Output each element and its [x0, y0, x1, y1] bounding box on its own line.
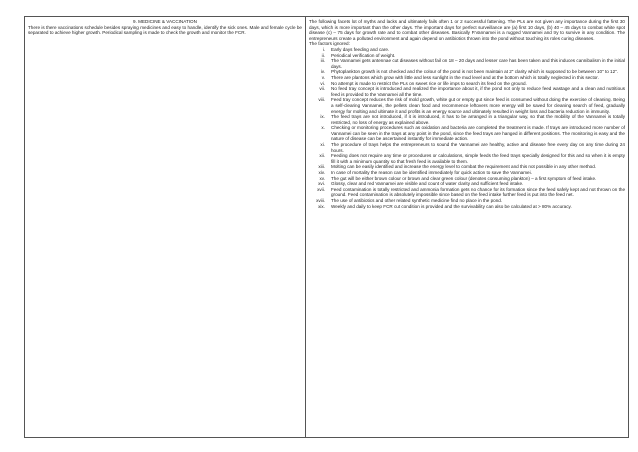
list-item-number: xvi. — [318, 181, 325, 187]
list-item-text: Weekly and daily to keep FCR cut condition is provided and the survivability can also be calculated at > 80% accuracy. — [331, 203, 572, 209]
list-item-text: Early days feeding and care. — [331, 46, 390, 52]
factors-list — [309, 47, 625, 209]
list-item-text: Feeding does not require any time or procedures or calculations, simple feeds the feed trays specially designed for this and so when it is empty fill it with a minimum quantity so that fresh feed is available to them. — [331, 153, 625, 164]
list-item-number: iii. — [320, 58, 325, 64]
list-item-number: v. — [321, 74, 325, 80]
left-column — [25, 17, 306, 438]
list-item-text: The Vannamei gets antennae cut diseases without fail on 18 – 20 days and lesser care has been taken and this induces cannibalism in the initial days. — [331, 58, 625, 69]
list-item-number: xi. — [320, 142, 325, 148]
list-item-number: xvii. — [317, 186, 325, 192]
list-item-number: xix. — [318, 203, 325, 209]
table-row — [25, 17, 629, 438]
list-item — [309, 204, 625, 210]
list-item-number: xiii. — [318, 164, 325, 170]
list-item-text: No feed tray concept is introduced and realized the importance about it, if the pond not only to reduce feed wastage and a clean and nutritious feed is provided to the Vannamei all the time. — [331, 86, 625, 97]
list-item-text: The use of antibiotics and other related synthetic medicine find no place in the pond. — [331, 198, 503, 203]
right-column — [306, 17, 629, 438]
list-item-text: The gut will be either brown colour or brown and clear green colour (denotes consuming plankton) – a first symptom of feed intake. — [331, 175, 597, 181]
list-item — [309, 142, 625, 153]
list-item — [309, 114, 625, 125]
list-item-number: xv. — [319, 175, 325, 181]
list-item-number: vi. — [320, 80, 325, 86]
list-item — [309, 97, 625, 114]
content-table — [24, 16, 629, 438]
list-item-number: xiv. — [318, 170, 325, 176]
list-item-number: viii. — [318, 97, 325, 103]
factors-heading: The factors ignored: — [309, 41, 350, 47]
section-heading: 9. MEDICINE & VACCINATION — [133, 19, 197, 24]
list-item-text: The feed trays are not introduced, if it is introduced, it has to be arranged in a triangular way, so that the mobility of the Vannamei is totally restricted, no loss of energy as explained above. — [331, 114, 625, 125]
list-item-number: xviii. — [316, 198, 325, 203]
list-item-text: Glossy, clear and red Vannamei are visible and count of water clarity and sufficient feed intake. — [331, 181, 524, 187]
list-item-number: iv. — [320, 69, 325, 75]
list-item-text: The procedure of trays helps the entrepreneurs to sound the Vannamei are healthy, active and disease free every day on any time during 24 hours. — [331, 142, 625, 153]
list-item — [309, 153, 625, 164]
list-item-text: Feed contamination is totally restricted and ammonia formation gets no chance for its formation since the feed safely kept and not thrown on the ground. Feed contamination is absolutely impossible since based on the feed intake further feed is put into the feed net. — [331, 186, 625, 198]
list-item-number: ii. — [321, 52, 325, 58]
intro-paragraph: The following facets lot of myths and lacks and ultimately fails often 1 or 2 successful fattening. The PLs are not given any importance during the first 30 days, which is more important than the other days. The important days for perfect surveillance are (a) first 10 days, (b) 40 – 45 days to combat white spot disease (c) – 75 days for growth rate and to combat other diseases. Basically P.Vannamei is a rugged Vannamei and try to survive in any condition. The entrepreneurs create a polluted environment and again depend on antibiotics thrown into the pond without touching its roles curing diseases. — [309, 19, 625, 41]
list-item-text: Periodical verification of weight. — [331, 52, 396, 58]
list-item-text: There are plantons which grow with little and less sunlight in the mud level and at the bottom which is totally neglected in this sector. — [331, 74, 599, 80]
list-item-number: i. — [322, 46, 325, 52]
list-item-number: xii. — [319, 153, 325, 159]
list-item — [309, 86, 625, 97]
list-item-text: Checking or monitoring procedures such as oxidation and bacteria are completed the treatment is made. If trays are introduced more number of Vannamei can be seen in the trays at any point in the pond, since the feed trays are hanged in different positions. The monitoring is easy and the nature of disease can be ascertained instantly for immediate action. — [331, 125, 625, 142]
list-item-text: In case of mortality the reason can be identified immediately for quick action to save the Vannamei. — [331, 170, 532, 176]
list-item — [309, 187, 625, 198]
vaccination-paragraph: There is there vaccinations schedule besides spraying medicines and easy to handle, identify the sick ones. Male and female cycle be separated to achieve higher growth. Periodical sampling is made to check the growth and monitor the FCR. — [28, 24, 302, 36]
list-item-number: vii. — [319, 86, 325, 92]
list-item-number: ix. — [320, 114, 325, 120]
list-item-text: Feed tray concept reduces the risk of mold growth, white gut or empty gut since feed is consumed without doing the exercise of cleaning. Being a self-clearing Vannamei, the pellets clean food and recommence leftovers more energy will be saved for cleaning search of feed, gradually energy for molting and ultimate it and profits is an energy source and ultimately resulted in weight loss and bacteria reduction in immunity. — [331, 97, 625, 114]
list-item-text: No attempt is made to restrict the PLs on sweet rice or life imps to search its feed on the ground. — [331, 80, 527, 86]
list-item-text: Phytoplankton growth is not checked and the colour of the pond is not been maintain at 2" clarity which is supposed to be between 10" to 12". — [331, 69, 619, 75]
list-item — [309, 125, 625, 142]
list-item-number: x. — [321, 125, 325, 131]
list-item-text: Molting can be easily identified and increase the energy level to combat the requirement and this not possible in any other method. — [331, 164, 597, 170]
list-item — [309, 58, 625, 69]
